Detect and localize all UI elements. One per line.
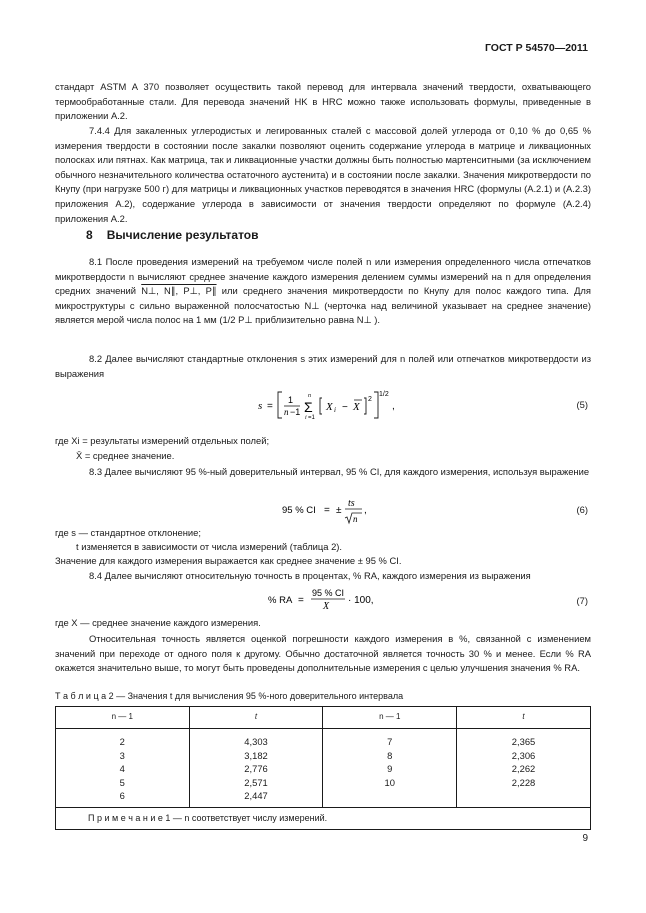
svg-text:i: i bbox=[305, 415, 307, 421]
svg-text:=1: =1 bbox=[308, 415, 315, 421]
section-number: 8 bbox=[86, 228, 93, 242]
svg-text:=: = bbox=[298, 595, 304, 606]
formula-7-number: (7) bbox=[576, 595, 588, 606]
table-header-row bbox=[56, 707, 591, 729]
paragraph-8-1-part1: 8.1 После проведения измерений на требуемом числе полей n или измерения определенного числа отпечатков микротвердости n вычисляют среднее значение каждого измерения делением суммы измерений на n для определения средних значений bbox=[55, 256, 591, 297]
where-3: где X — среднее значение каждого измерения. bbox=[55, 617, 261, 628]
formula-7 bbox=[268, 585, 378, 615]
svg-text:−: − bbox=[342, 402, 348, 413]
svg-text:2: 2 bbox=[368, 396, 372, 403]
cell: 2,306 bbox=[511, 749, 536, 761]
svg-text:Σ: Σ bbox=[304, 399, 313, 415]
svg-text:=: = bbox=[267, 401, 273, 412]
header-n-minus-1-a: n — 1 bbox=[56, 707, 190, 729]
svg-text:95 % CI: 95 % CI bbox=[312, 588, 345, 598]
col-t-b bbox=[457, 729, 591, 808]
paragraph-8-1 bbox=[55, 255, 591, 328]
col-n-b bbox=[323, 729, 457, 808]
cell: 9 bbox=[387, 763, 393, 775]
table-note-row bbox=[56, 807, 591, 829]
svg-text:±: ± bbox=[336, 505, 342, 516]
svg-text:n: n bbox=[284, 407, 289, 417]
paragraph-8-3: 8.3 Далее вычисляют 95 %-ный доверительный интервал, 95 % CI, для каждого измерения, используя выражение bbox=[89, 466, 590, 477]
cell: 8 bbox=[387, 749, 393, 761]
cell: 2,365 bbox=[511, 736, 536, 747]
paragraph-8-2: 8.2 Далее вычисляют стандартные отклонения s этих измерений для n полей или отпечатков микротвердости из выражения bbox=[55, 353, 591, 379]
svg-text:X: X bbox=[323, 601, 330, 612]
header-t-a: t bbox=[189, 707, 323, 729]
cell: 4,303 bbox=[244, 736, 268, 747]
header-n-minus-1-b: n — 1 bbox=[323, 707, 457, 729]
where-1-line2: X̄ = среднее значение. bbox=[76, 450, 175, 461]
cell: 5 bbox=[119, 776, 125, 788]
cell: 3 bbox=[119, 749, 125, 761]
table-body-row bbox=[56, 729, 591, 808]
cell: 4 bbox=[119, 763, 125, 775]
svg-text:n: n bbox=[353, 514, 358, 524]
paragraph-8-4: 8.4 Далее вычисляют относительную точность в процентах, % RA, каждого измерения из выражения bbox=[89, 570, 531, 581]
svg-text:· 100,: · 100, bbox=[348, 595, 374, 606]
table-note: П р и м е ч а н и е 1 — n соответствует числу измерений. bbox=[56, 807, 591, 829]
standard-header: ГОСТ Р 54570—2011 bbox=[484, 42, 588, 54]
formula-5-graphic bbox=[258, 388, 438, 422]
cell: 2 bbox=[119, 736, 125, 747]
paragraph-7-4-4: 7.4.4 Для закаленных углеродистых и легированных сталей с массовой долей углерода от 0,10 % до 0,65 % измерения твердости в состоянии после закалки позволяют оценить содержание углерода в матрице и ликвационных полосках или пятнах. Как матрица, так и ликвационные участки должны быть полностью мартенситными (за исключением обычного незначительного количества остаточного аустенита) и в состоянии после закалки. Значения микротвердости по Кнупу (при нагрузке 500 г) для матрицы и ликвационных участков переводятся в значения HRC (формулы (А.2.1) и (А.2.3) приложения А.2), содержание углерода в зависимости от значения твердости определяют по формуле (А.2.4) приложения А.2. bbox=[55, 125, 591, 224]
svg-text:−1: −1 bbox=[290, 407, 301, 417]
table-caption: Т а б л и ц а 2 — Значения t для вычисления 95 %-ного доверительного интервала bbox=[55, 691, 404, 701]
svg-text:,: , bbox=[392, 401, 395, 412]
where-2-line2: t изменяется в зависимости от числа измерений (таблица 2). bbox=[76, 541, 343, 552]
cell: 2,776 bbox=[244, 763, 268, 775]
formula-6 bbox=[282, 496, 402, 526]
mean-symbols: N⊥, N∥, P⊥, P∥ bbox=[141, 285, 217, 297]
formula-5 bbox=[258, 388, 438, 422]
cell: 3,182 bbox=[244, 749, 268, 761]
svg-text:=: = bbox=[324, 505, 330, 516]
where-2-line3: Значение для каждого измерения выражается как среднее значение ± 95 % CI. bbox=[55, 555, 402, 566]
where-2-line1: где s — стандартное отклонение; bbox=[55, 527, 201, 538]
svg-text:X: X bbox=[326, 401, 333, 413]
svg-text:% RA: % RA bbox=[268, 595, 293, 606]
paragraph-8-1-part2: или среднего значения микротвердости по Кнупу для полос каждого типа. Для микроструктуры с сильно выраженной полосчатостью N⊥ (черточка над величиной указывает на среднее значение) является мерой числа полос на 1 мм (1/2 P⊥ приблизительно равна N⊥ ). bbox=[55, 285, 591, 326]
col-n-a bbox=[56, 729, 190, 808]
cell: 2,571 bbox=[244, 776, 268, 788]
formula-6-number: (6) bbox=[576, 504, 588, 515]
paragraph-relative-accuracy: Относительная точность является оценкой погрешности каждого измерения в %, связанной с изменением значений при переходе от одного поля к другому. Обычно достаточной является точность 30 % и менее. Если % RA окажется значительно выше, то могут быть проведены дополнительные измерения с целью улучшения значения % RA. bbox=[55, 633, 591, 674]
cell: 2,447 bbox=[244, 790, 268, 802]
where-1-line1: где Xi = результаты измерений отдельных полей; bbox=[55, 435, 270, 446]
header-t-b: t bbox=[457, 707, 591, 729]
cell: 7 bbox=[387, 736, 393, 747]
svg-text:ts: ts bbox=[348, 498, 355, 509]
svg-text:95 % CI: 95 % CI bbox=[282, 505, 316, 516]
cell: 2,228 bbox=[511, 776, 536, 788]
col-t-a bbox=[189, 729, 323, 808]
formula-6-graphic bbox=[282, 496, 402, 526]
intro-paragraph: стандарт ASTM A 370 позволяет осуществить такой перевод для интервала значений твердости, охватывающего термообработанные стали. Для перевода значений HK в HRC можно также использовать формулы, приведенные в приложении А.2. bbox=[55, 81, 591, 122]
svg-text:s: s bbox=[258, 400, 263, 412]
section-title: Вычисление результатов bbox=[106, 228, 259, 242]
cell: 10 bbox=[384, 776, 395, 788]
cell: 2,262 bbox=[511, 763, 536, 775]
svg-text:X: X bbox=[353, 401, 360, 413]
svg-text:i: i bbox=[334, 406, 336, 414]
svg-text:1/2: 1/2 bbox=[379, 391, 389, 398]
formula-5-number: (5) bbox=[576, 399, 588, 410]
cell: 6 bbox=[119, 790, 125, 802]
svg-text:,: , bbox=[364, 505, 367, 516]
t-values-table bbox=[55, 706, 591, 830]
page-number: 9 bbox=[582, 833, 588, 844]
section-heading bbox=[86, 228, 273, 243]
formula-7-graphic bbox=[268, 585, 378, 615]
svg-text:1: 1 bbox=[288, 395, 294, 405]
svg-text:n: n bbox=[308, 393, 311, 399]
